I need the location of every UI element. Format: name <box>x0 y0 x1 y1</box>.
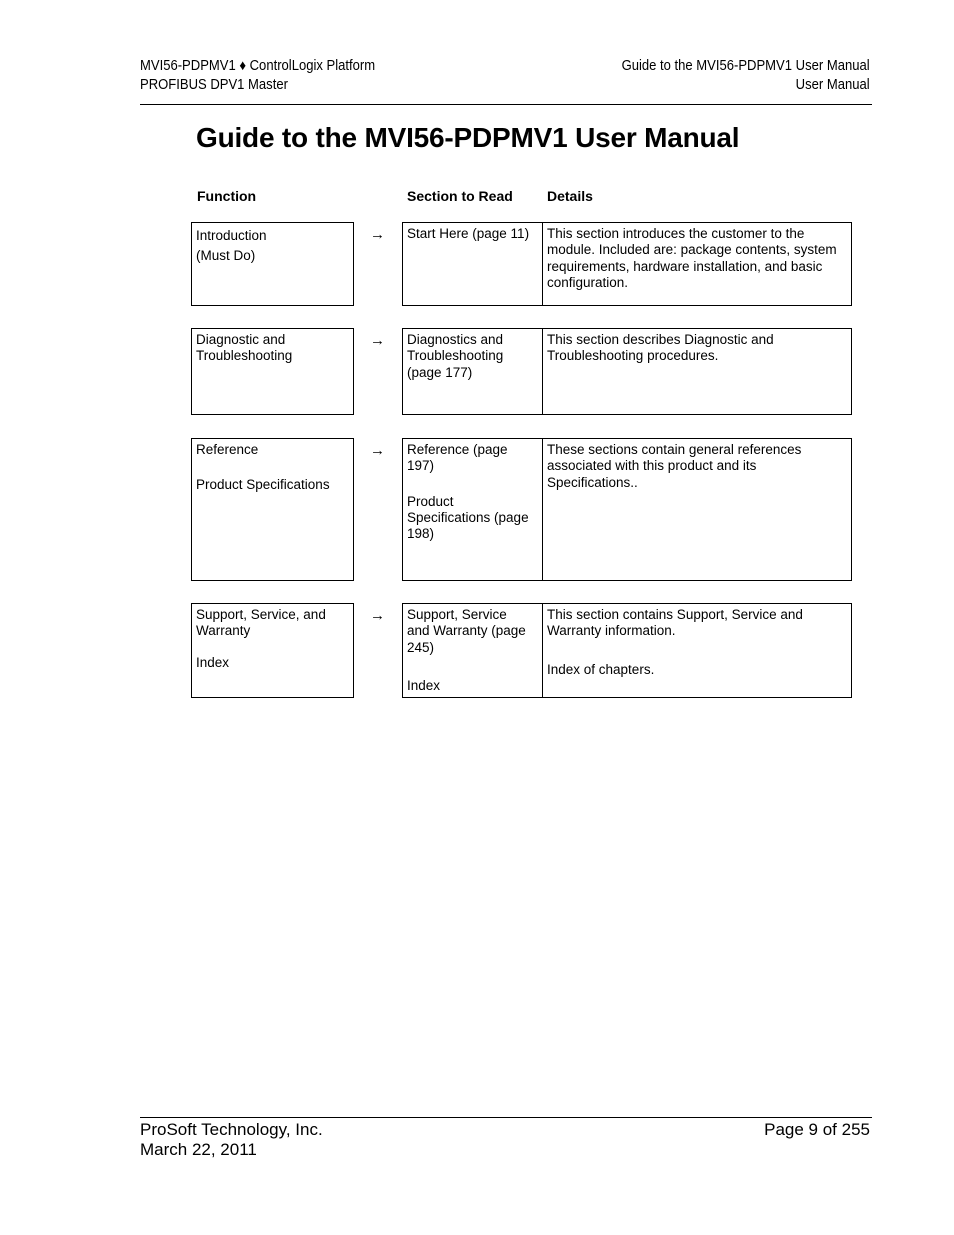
details-cell-reference <box>542 438 852 581</box>
footer-right <box>764 1120 870 1140</box>
header-product: MVI56-PDPMV1 ♦ ControlLogix Platform <box>140 58 376 74</box>
function-cell-reference <box>191 438 354 581</box>
function-text: Support, Service, and Warranty <box>196 607 326 639</box>
details-text: This section introduces the customer to the module. Included are: package contents, system requirements, hardware installation, and basic configuration. <box>547 226 837 290</box>
details-text: These sections contain general references associated with this product and its Specifications.. <box>547 442 802 490</box>
details-cell-support <box>542 603 852 698</box>
header-section-title: Guide to the MVI56-PDPMV1 User Manual <box>621 58 870 74</box>
function-text: Diagnostic and Troubleshooting <box>196 332 293 364</box>
details-text: This section contains Support, Service and Warranty information. <box>547 607 803 639</box>
section-link-text: Start Here (page 11) <box>407 226 530 241</box>
section-cell-diagnostics <box>402 328 543 415</box>
section-link-text: Diagnostics and Troubleshooting (page 177) <box>407 332 504 380</box>
section-link-text: Index <box>407 677 441 693</box>
arrow-icon: → <box>370 442 385 459</box>
function-cell-diagnostics <box>191 328 354 415</box>
footer-date: March 22, 2011 <box>140 1139 257 1159</box>
header-doc-type: User Manual <box>796 77 870 93</box>
running-header-left <box>140 57 375 95</box>
arrow-icon: → <box>370 226 385 243</box>
function-text: Reference <box>196 442 259 457</box>
function-text: Introduction <box>196 228 267 243</box>
function-text: Index <box>196 654 230 670</box>
details-text: This section describes Diagnostic and Troubleshooting procedures. <box>547 332 774 364</box>
function-text: (Must Do) <box>196 247 256 263</box>
section-link-text: Product Specifications (page 198) <box>407 493 529 542</box>
function-cell-support <box>191 603 354 698</box>
arrow-icon: → <box>370 607 385 624</box>
footer-company: ProSoft Technology, Inc. <box>140 1120 323 1139</box>
header-rule <box>140 104 872 105</box>
function-cell-introduction <box>191 222 354 306</box>
function-text: Product Specifications <box>196 477 330 493</box>
details-cell-introduction <box>542 222 852 306</box>
page-title: Guide to the MVI56-PDPMV1 User Manual <box>196 122 740 153</box>
details-cell-diagnostics <box>542 328 852 415</box>
running-header-right <box>622 57 870 95</box>
section-cell-reference <box>402 438 543 581</box>
column-heading-function: Function <box>197 188 257 204</box>
section-link-text: Reference (page 197) <box>407 442 508 474</box>
footer-left <box>140 1120 323 1159</box>
footer-rule <box>140 1117 872 1118</box>
column-heading-section: Section to Read <box>407 188 513 204</box>
page-number: Page 9 of 255 <box>764 1120 870 1139</box>
arrow-icon: → <box>370 332 385 349</box>
section-cell-introduction <box>402 222 543 306</box>
section-link-text: Support, Service and Warranty (page 245) <box>407 607 526 655</box>
header-subtitle: PROFIBUS DPV1 Master <box>140 77 288 93</box>
column-heading-details: Details <box>547 188 593 204</box>
section-cell-support <box>402 603 543 698</box>
details-text: Index of chapters. <box>547 661 655 677</box>
